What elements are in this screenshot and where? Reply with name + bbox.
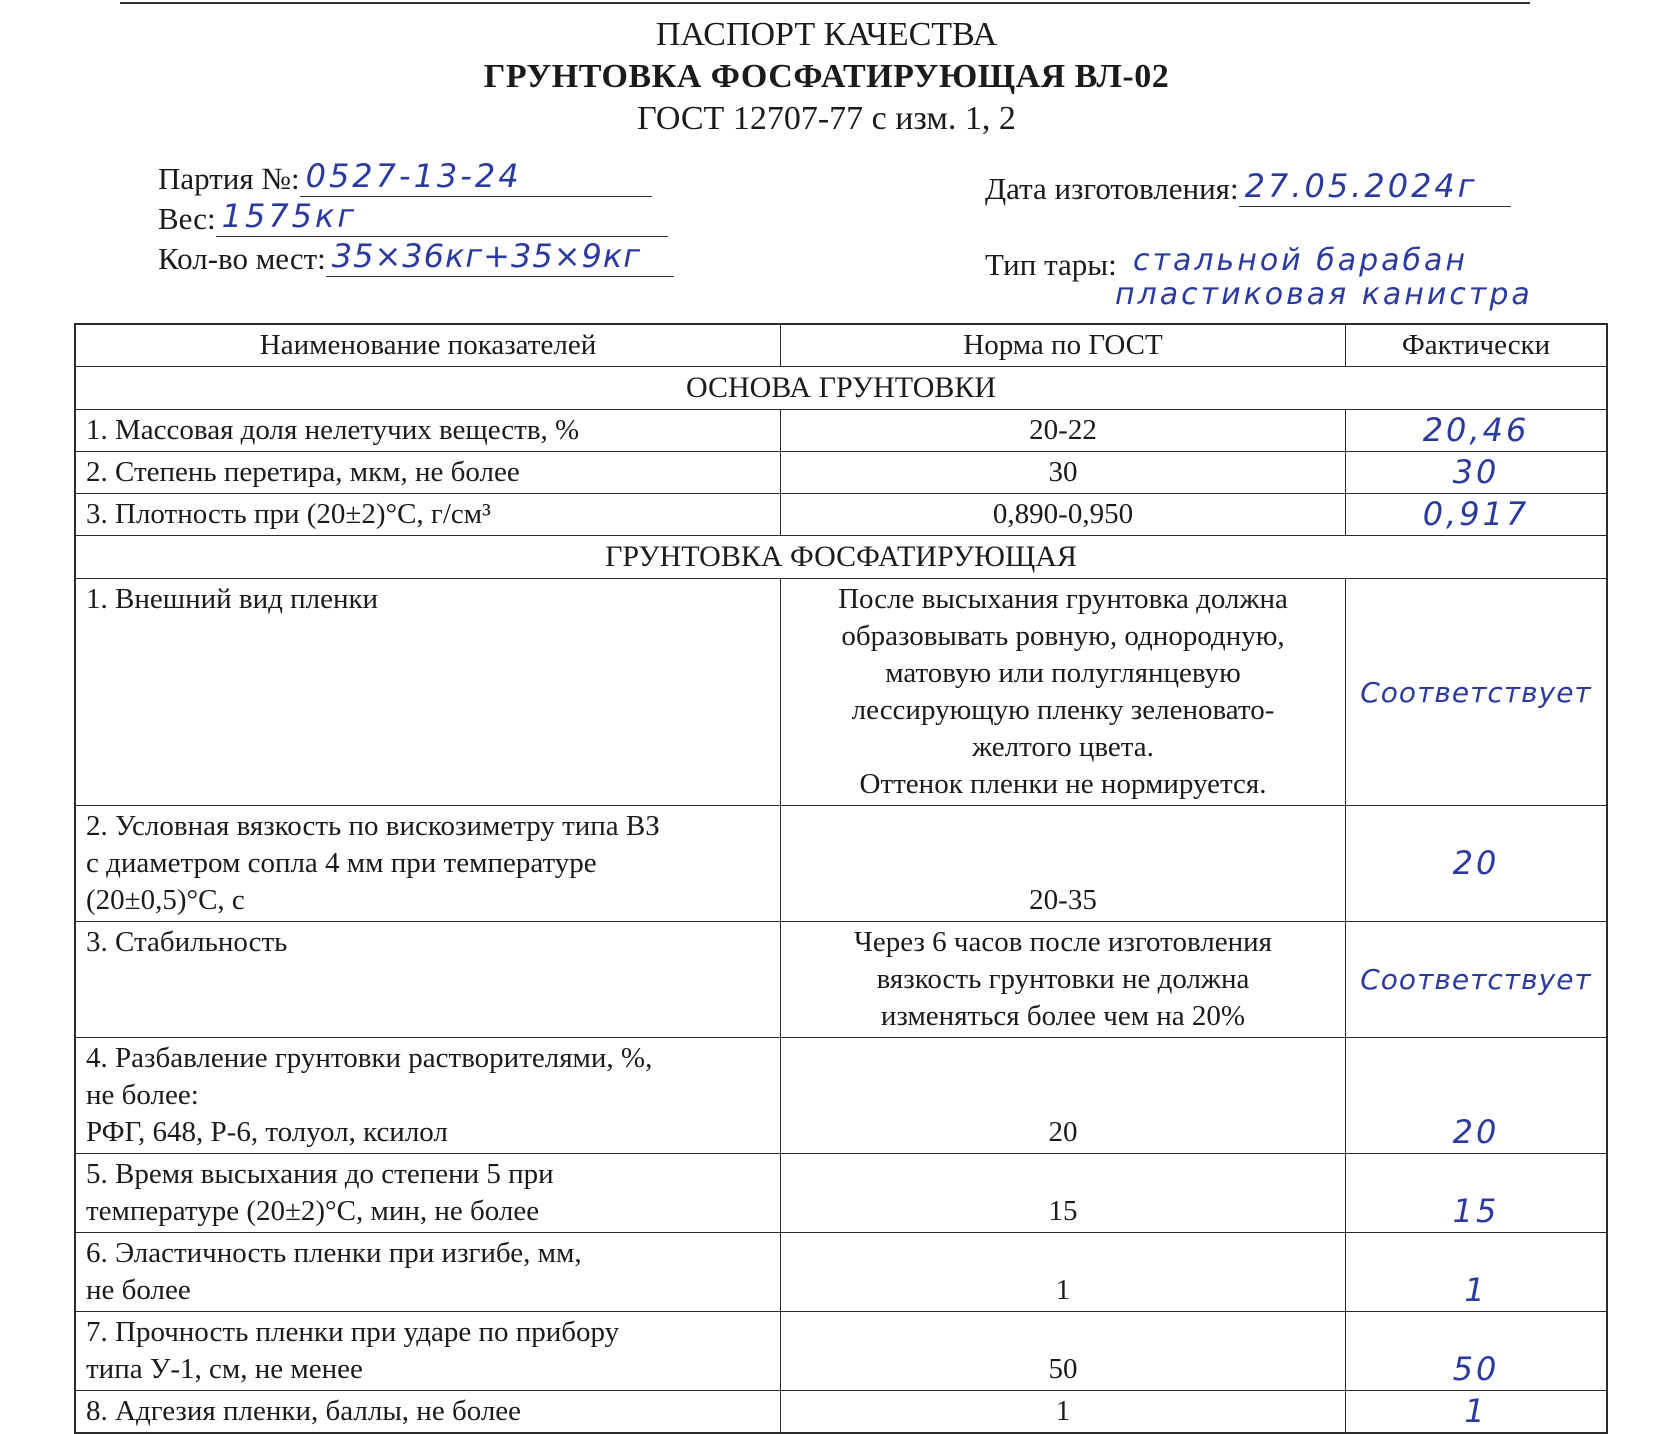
norm-cell: После высыхания грунтовка должна образовывать ровную, однородную, матовую или полуглянцевую лессирующую пленку зеленовато- желтого цвета. Оттенок пленки не нормируется.: [781, 579, 1346, 805]
weight-label: Вес:: [158, 201, 216, 236]
indicator-cell: 3. Стабильность: [76, 922, 781, 1037]
table-row: [76, 451, 1606, 493]
table-row: [76, 805, 1606, 921]
weight-value: 1575кг: [216, 198, 668, 237]
batch-label: Партия №:: [158, 161, 300, 196]
col-indicator-header: Наименование показателей: [76, 325, 781, 366]
actual-cell: 1: [1464, 1271, 1488, 1309]
actual-cell: Соответствует: [1360, 963, 1592, 996]
norm-cell: 0,890-0,950: [781, 494, 1346, 535]
col-norm-header: Норма по ГОСТ: [781, 325, 1346, 366]
weight-field: [158, 198, 668, 237]
norm-cell: 1: [781, 1391, 1346, 1432]
document-title: ПАСПОРТ КАЧЕСТВА: [655, 16, 998, 53]
actual-cell: Соответствует: [1360, 675, 1592, 709]
actual-cell: 20,46: [1422, 411, 1530, 449]
section-title: ГРУНТОВКА ФОСФАТИРУЮЩАЯ: [605, 540, 1077, 573]
places-value: 35×36кг+35×9кг: [326, 238, 674, 277]
indicator-cell: 2. Условная вязкость по вискозиметру типа ВЗ с диаметром сопла 4 мм при температуре (20±0,5)°С, с: [76, 806, 781, 921]
col-actual-header: Фактически: [1401, 329, 1551, 361]
norm-cell: 30: [781, 452, 1346, 493]
table-header-row: [76, 325, 1606, 366]
tara-label: Тип тары:: [985, 247, 1117, 282]
table-row: [76, 1037, 1606, 1153]
indicator-cell: 4. Разбавление грунтовки растворителями, %, не более: РФГ, 648, Р-6, толуол, ксилол: [76, 1038, 781, 1153]
batch-field: [158, 158, 652, 197]
title-block: [0, 14, 1653, 140]
norm-cell: 20-22: [781, 410, 1346, 451]
table-row: [76, 1153, 1606, 1232]
actual-cell: 1: [1464, 1392, 1488, 1430]
section-row: [76, 535, 1606, 578]
date-field: [985, 168, 1511, 207]
tara-field: [985, 243, 1585, 327]
batch-value: 0527-13-24: [300, 158, 652, 197]
standard-reference: ГОСТ 12707-77 с изм. 1, 2: [637, 100, 1016, 137]
top-rule: [120, 2, 1530, 4]
section-row: [76, 366, 1606, 409]
indicator-cell: 1. Массовая доля нелетучих веществ, %: [76, 410, 781, 451]
actual-cell: 50: [1452, 1350, 1500, 1388]
norm-cell: Через 6 часов после изготовления вязкость грунтовки не должна изменяться более чем на 20%: [781, 922, 1346, 1037]
indicator-cell: 1. Внешний вид пленки: [76, 579, 781, 805]
norm-cell: 1: [781, 1233, 1346, 1311]
table-row: [76, 493, 1606, 535]
table-row: [76, 578, 1606, 805]
indicator-cell: 6. Эластичность пленки при изгибе, мм, не более: [76, 1233, 781, 1311]
quality-table: [74, 323, 1608, 1434]
table-row: [76, 1311, 1606, 1390]
section-title: ОСНОВА ГРУНТОВКИ: [685, 371, 997, 404]
tara-value-1: стальной барабан: [1133, 243, 1469, 278]
indicator-cell: 8. Адгезия пленки, баллы, не более: [76, 1391, 781, 1432]
table-row: [76, 921, 1606, 1037]
actual-cell: 20: [1452, 844, 1500, 882]
places-field: [158, 238, 674, 277]
actual-cell: 20: [1452, 1113, 1500, 1151]
date-value: 27.05.2024г: [1239, 168, 1511, 207]
indicator-cell: 5. Время высыхания до степени 5 при температуре (20±2)°С, мин, не более: [76, 1154, 781, 1232]
product-name: ГРУНТОВКА ФОСФАТИРУЮЩАЯ ВЛ-02: [483, 58, 1170, 95]
norm-cell: 20-35: [781, 806, 1346, 921]
actual-cell: 0,917: [1422, 495, 1530, 533]
indicator-cell: 7. Прочность пленки при ударе по прибору типа У-1, см, не менее: [76, 1312, 781, 1390]
actual-cell: 30: [1452, 453, 1500, 491]
indicator-cell: 2. Степень перетира, мкм, не более: [76, 452, 781, 493]
tara-value-2: пластиковая канистра: [1115, 277, 1533, 312]
indicator-cell: 3. Плотность при (20±2)°С, г/см³: [76, 494, 781, 535]
norm-cell: 15: [781, 1154, 1346, 1232]
actual-cell: 15: [1452, 1192, 1500, 1230]
table-row: [76, 409, 1606, 451]
norm-cell: 20: [781, 1038, 1346, 1153]
norm-cell: 50: [781, 1312, 1346, 1390]
date-label: Дата изготовления:: [985, 171, 1239, 206]
places-label: Кол-во мест:: [158, 241, 326, 276]
table-row: [76, 1390, 1606, 1432]
table-row: [76, 1232, 1606, 1311]
